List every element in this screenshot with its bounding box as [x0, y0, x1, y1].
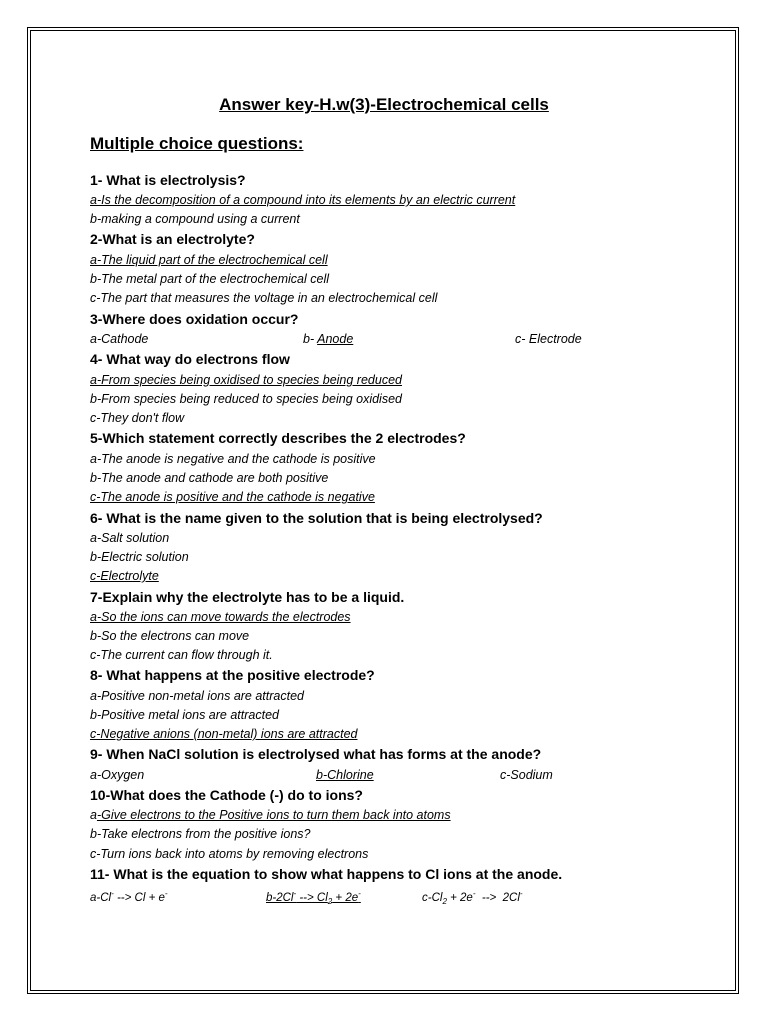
section-heading: Multiple choice questions: — [90, 134, 304, 153]
answer-5a: a-The anode is negative and the cathode is positive — [90, 452, 376, 466]
answer-7a: a-So the ions can move towards the electrodes — [90, 610, 351, 624]
answer-6b: b-Electric solution — [90, 550, 189, 564]
answer-9b: b-Chlorine — [316, 768, 374, 782]
answer-8c: c-Negative anions (non-metal) ions are attracted — [90, 727, 358, 741]
answer-11b: b-2Cl- --> $Cl_2 + 2e^-$ — [266, 889, 361, 907]
answer-10b: b-Take electrons from the positive ions? — [90, 827, 311, 841]
answer-11c: $c-Cl_2 + 2e^-$ --> 2Cl- — [422, 889, 523, 907]
answer-4b: b-From species being reduced to species being oxidised — [90, 392, 402, 406]
answer-4c: c-They don't flow — [90, 411, 185, 425]
answer-10a: a-Give electrons to the Positive ions to turn them back into atoms — [90, 808, 451, 822]
question-2: 2-What is an electrolyte? — [90, 231, 255, 247]
answer-10c: c-Turn ions back into atoms by removing electrons — [90, 847, 369, 861]
answer-2a: a-The liquid part of the electrochemical cell — [90, 253, 328, 267]
answer-5b: b-The anode and cathode are both positive — [90, 471, 329, 485]
question-5: 5-Which statement correctly describes the 2 electrodes? — [90, 430, 466, 446]
question-11: 11- What is the equation to show what happens to Cl ions at the anode. — [90, 866, 563, 882]
answer-3c: c- Electrode — [515, 332, 582, 346]
question-1: 1- What is electrolysis? — [90, 172, 246, 188]
answer-5c: c-The anode is positive and the cathode is negative — [90, 490, 375, 504]
answer-1a: a-Is the decomposition of a compound into its elements by an electric current — [90, 193, 516, 207]
question-4: 4- What way do electrons flow — [90, 351, 290, 367]
answer-6a: a-Salt solution — [90, 531, 170, 545]
question-9: 9- When NaCl solution is electrolysed what has forms at the anode? — [90, 746, 542, 762]
answer-11a: a-Cl- --> Cl + e- — [90, 889, 168, 904]
answer-8b: b-Positive metal ions are attracted — [90, 708, 279, 722]
answer-3b: b- Anode — [303, 332, 354, 346]
answer-1b: b-making a compound using a current — [90, 212, 300, 226]
question-10: 10-What does the Cathode (-) do to ions? — [90, 787, 363, 803]
page-title: Answer key-H.w(3)-Electrochemical cells — [219, 95, 549, 114]
answer-9c: c-Sodium — [500, 768, 553, 782]
answer-7c: c-The current can flow through it. — [90, 648, 273, 662]
question-8: 8- What happens at the positive electrode? — [90, 667, 375, 683]
question-7: 7-Explain why the electrolyte has to be a liquid. — [90, 589, 405, 605]
answer-2b: b-The metal part of the electrochemical cell — [90, 272, 329, 286]
answer-6c: c-Electrolyte — [90, 569, 159, 583]
question-6: 6- What is the name given to the solution that is being electrolysed? — [90, 510, 543, 526]
answer-2c: c-The part that measures the voltage in an electrochemical cell — [90, 291, 438, 305]
answer-8a: a-Positive non-metal ions are attracted — [90, 689, 304, 703]
answer-9a: a-Oxygen — [90, 768, 145, 782]
answer-7b: b-So the electrons can move — [90, 629, 250, 643]
question-3: 3-Where does oxidation occur? — [90, 311, 299, 327]
answer-4a: a-From species being oxidised to species being reduced — [90, 373, 402, 387]
answer-3a: a-Cathode — [90, 332, 149, 346]
